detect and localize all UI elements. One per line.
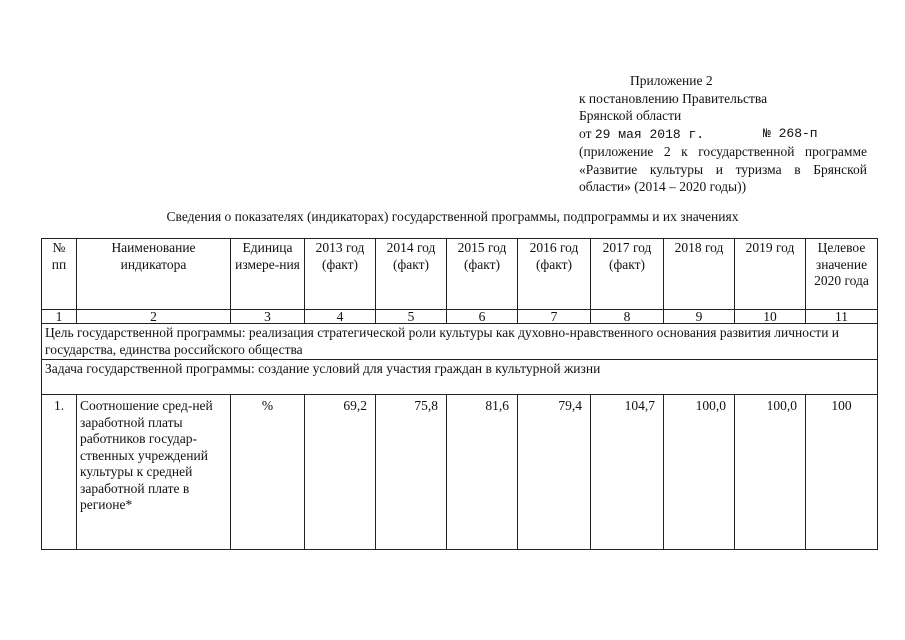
value-2016: 79,4 <box>518 395 591 550</box>
indicators-table <box>41 238 878 550</box>
column-number: 10 <box>735 310 806 324</box>
header-cell-target: Целевое значение 2020 года <box>806 239 878 310</box>
task-text: Задача государственной программы: создание условий для участия граждан в культурной жизни <box>42 360 878 395</box>
column-number: 9 <box>664 310 735 324</box>
header-cell-unit: Единица измере-ния <box>231 239 305 310</box>
appendix-date-prefix: от <box>579 125 592 141</box>
appendix-number: № 268-п <box>763 125 818 141</box>
appendix-note-2: «Развитие культуры и туризма в Брянской <box>579 161 867 177</box>
indicator-name: Соотношение сред-ней заработной платы работников государ-ственных учреждений культуры к средней заработной плате в регионе* <box>77 395 231 550</box>
row-number: 1. <box>42 395 77 550</box>
column-number: 5 <box>376 310 447 324</box>
appendix-title: Приложение 2 <box>630 73 713 88</box>
header-cell-2019: 2019 год <box>735 239 806 310</box>
indicator-unit: % <box>231 395 305 550</box>
column-number: 8 <box>591 310 664 324</box>
header-cell-no: № пп <box>42 239 77 310</box>
value-2017: 104,7 <box>591 395 664 550</box>
value-2014: 75,8 <box>376 395 447 550</box>
table-row <box>42 395 878 550</box>
appendix-date-line <box>579 125 879 144</box>
task-row <box>42 360 878 395</box>
appendix-note-3: области» (2014 – 2020 годы)) <box>579 179 747 194</box>
appendix-region: Брянской области <box>579 108 682 123</box>
column-number: 1 <box>42 310 77 324</box>
value-2013: 69,2 <box>305 395 376 550</box>
header-cell-2014: 2014 год (факт) <box>376 239 447 310</box>
value-2015: 81,6 <box>447 395 518 550</box>
column-number: 6 <box>447 310 518 324</box>
value-target-2020: 100 <box>806 395 878 550</box>
column-number: 4 <box>305 310 376 324</box>
appendix-note-1: (приложение 2 к государственной программе <box>579 144 867 159</box>
header-cell-2016: 2016 год (факт) <box>518 239 591 310</box>
appendix-block <box>579 72 879 196</box>
table-header-row <box>42 239 878 310</box>
appendix-decree: к постановлению Правительства <box>579 90 768 106</box>
column-number: 3 <box>231 310 305 324</box>
header-cell-2018: 2018 год <box>664 239 735 310</box>
appendix-date: 29 мая 2018 г. <box>594 126 705 142</box>
value-2019: 100,0 <box>735 395 806 550</box>
header-cell-2017: 2017 год (факт) <box>591 239 664 310</box>
value-2018: 100,0 <box>664 395 735 550</box>
header-cell-name: Наименование индикатора <box>77 239 231 310</box>
document-title: Сведения о показателях (индикаторах) государственной программы, подпрограммы и их значениях <box>166 209 739 224</box>
header-cell-2015: 2015 год (факт) <box>447 239 518 310</box>
column-number: 7 <box>518 310 591 324</box>
goal-row <box>42 324 878 360</box>
header-cell-2013: 2013 год (факт) <box>305 239 376 310</box>
column-number: 2 <box>77 310 231 324</box>
column-number: 11 <box>806 310 878 324</box>
column-number-row <box>42 310 878 324</box>
goal-text: Цель государственной программы: реализация стратегической роли культуры как духовно-нравственного основания развития личности и государства, единства российского общества <box>42 324 878 360</box>
